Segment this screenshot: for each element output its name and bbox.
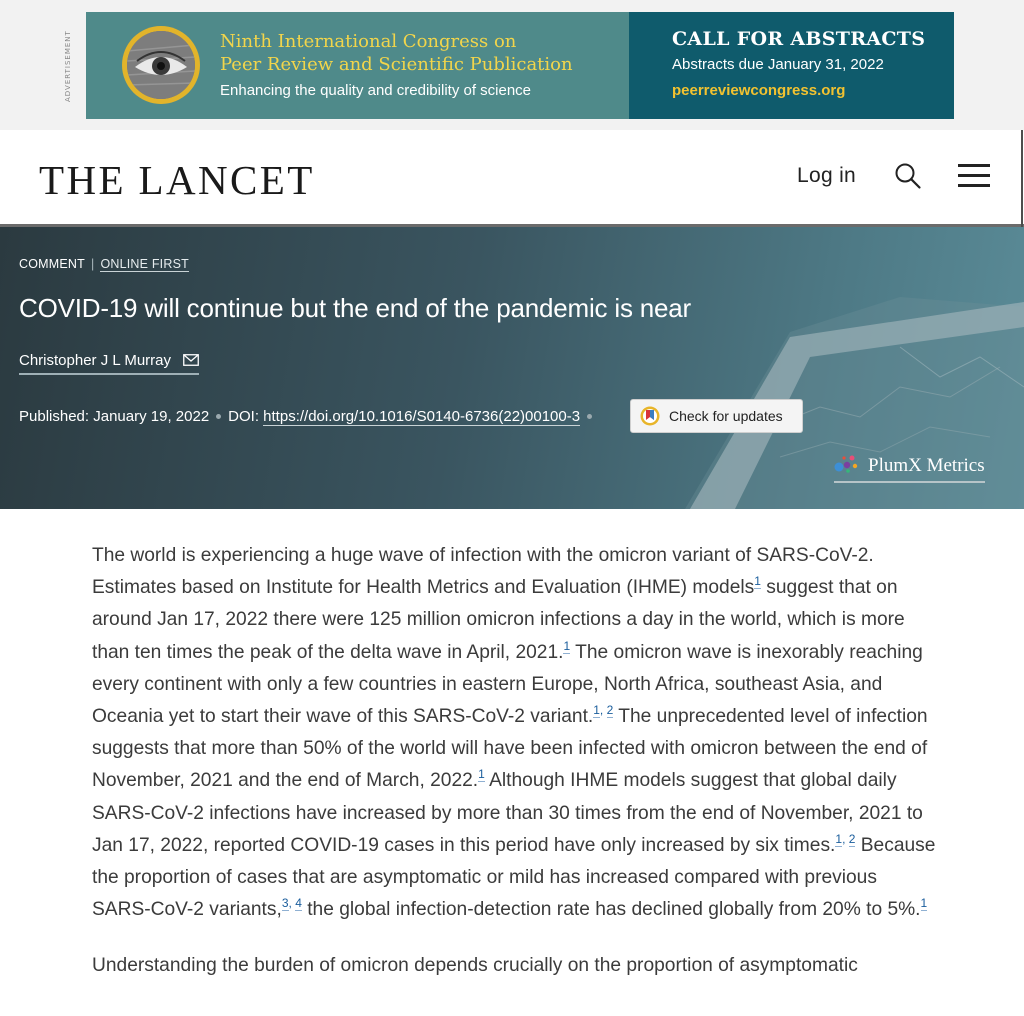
reference-link[interactable]: 1 bbox=[563, 638, 571, 653]
reference-link[interactable]: 1 bbox=[754, 574, 761, 589]
reference-link[interactable]: 2 bbox=[606, 703, 614, 718]
ad-left-panel bbox=[86, 12, 629, 119]
ad-right-panel bbox=[629, 12, 954, 119]
author-name: Christopher J L Murray bbox=[19, 352, 171, 369]
reference-link[interactable]: 3 bbox=[281, 896, 289, 911]
body-text-span: The omicron wave is inexorably reaching every continent with only a few countries in eastern Europe, North Africa, southeast Asia, and Oceania yet to start their wave of this SARS-CoV-2 variant. bbox=[92, 641, 923, 728]
plumx-icon bbox=[834, 453, 860, 473]
site-header bbox=[0, 130, 1024, 226]
login-link[interactable]: Log in bbox=[797, 164, 857, 187]
ad-title-line2: Peer Review and Scientific Publication bbox=[220, 54, 573, 75]
hamburger-bar bbox=[958, 184, 990, 187]
advertisement-label: ADVERTISEMENT bbox=[64, 30, 72, 102]
reference-link[interactable]: 1 bbox=[478, 767, 485, 782]
body-text-span: The unprecedented level of infection suggests that more than 50% of the world will have been infected with omicron between the end of November, 2021 and the end of March, 2022. bbox=[92, 706, 928, 792]
body-text-span: suggest that on around Jan 17, 2022 there were 125 million omicron infections a day in the world, which is more than ten times the peak of the delta wave in April, 2021. bbox=[92, 577, 905, 663]
reference-link[interactable]: 4 bbox=[295, 896, 302, 911]
bullet-separator bbox=[587, 414, 592, 419]
published-label: Published: bbox=[19, 408, 90, 425]
reference-separator: , bbox=[599, 703, 607, 718]
ad-tagline: Enhancing the quality and credibility of science bbox=[220, 82, 532, 99]
article-banner bbox=[0, 227, 1024, 509]
ad-url-link[interactable]: peerreviewcongress.org bbox=[672, 82, 846, 99]
ad-title-line1: Ninth International Congress on bbox=[220, 31, 517, 52]
doi-link[interactable]: https://doi.org/10.1016/S0140-6736(22)00100-3 bbox=[263, 408, 581, 425]
reference-link[interactable]: 1 bbox=[920, 896, 928, 911]
lancet-logo[interactable]: THE LANCET bbox=[39, 157, 315, 203]
publication-info bbox=[19, 408, 599, 425]
doi-label: DOI: bbox=[228, 408, 259, 425]
plumx-metrics-link[interactable] bbox=[834, 453, 985, 483]
online-first-link[interactable]: ONLINE FIRST bbox=[100, 257, 189, 271]
menu-button[interactable] bbox=[958, 164, 990, 188]
plumx-label: PlumX Metrics bbox=[868, 455, 985, 476]
body-text-span: Because the proportion of cases that are asymptomatic or mild has increased compared with previous SARS-CoV-2 variants, bbox=[92, 834, 936, 921]
body-text-span: The world is experiencing a huge wave of infection with the omicron variant of SARS-CoV-2. Estimates based on Institute for Health Metrics and Evaluation (IHME) models bbox=[92, 545, 874, 599]
reference-link[interactable]: 2 bbox=[848, 831, 856, 846]
advertisement-strip bbox=[0, 0, 1024, 130]
body-text-span: Although IHME models suggest that global daily SARS-CoV-2 infections have increased by more than 30 times from the end of November, 2021 to Jan 17, 2022, reported COVID-19 cases in this period have only increased by six times. bbox=[92, 770, 923, 856]
hamburger-menu-icon bbox=[958, 164, 990, 167]
check-for-updates-button[interactable] bbox=[630, 399, 803, 433]
email-icon bbox=[183, 354, 199, 366]
reference-separator: , bbox=[842, 831, 849, 846]
article-type: COMMENT bbox=[19, 257, 85, 271]
author-link[interactable] bbox=[19, 352, 199, 375]
advertisement-banner[interactable] bbox=[86, 12, 954, 119]
article-title: COVID-19 will continue but the end of the pandemic is near bbox=[19, 293, 692, 323]
meta-separator: | bbox=[90, 257, 95, 271]
body-paragraph bbox=[92, 540, 938, 926]
crossmark-icon bbox=[640, 406, 660, 426]
eye-seal-icon bbox=[122, 26, 200, 104]
ad-call-for-abstracts: CALL FOR ABSTRACTS bbox=[672, 28, 926, 50]
bullet-separator bbox=[216, 414, 221, 419]
article-meta bbox=[19, 257, 189, 271]
body-paragraph: Understanding the burden of omicron depends crucially on the proportion of asymptomatic bbox=[92, 955, 858, 977]
hamburger-bar bbox=[958, 174, 990, 177]
reference-link[interactable]: 1 bbox=[835, 831, 843, 846]
article-body bbox=[92, 540, 938, 1007]
body-text-span: the global infection-detection rate has declined globally from 20% to 5%. bbox=[301, 899, 921, 921]
reference-separator: , bbox=[288, 896, 296, 911]
search-button[interactable] bbox=[894, 162, 922, 190]
search-icon bbox=[894, 162, 922, 190]
published-date: January 19, 2022 bbox=[93, 408, 210, 425]
ad-title bbox=[220, 30, 573, 76]
check-for-updates-label: Check for updates bbox=[669, 408, 783, 424]
reference-link[interactable]: 1 bbox=[593, 703, 600, 718]
ad-deadline: Abstracts due January 31, 2022 bbox=[672, 56, 884, 73]
